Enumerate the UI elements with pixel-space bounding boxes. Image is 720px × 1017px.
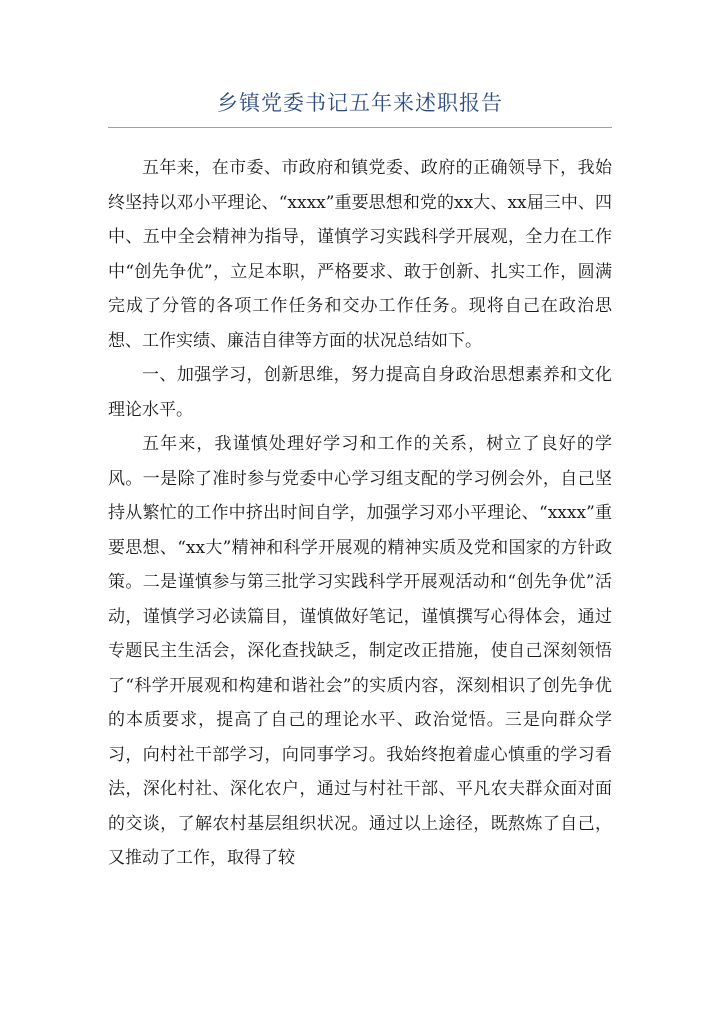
paragraph-study: 五年来，我谨慎处理好学习和工作的关系，树立了良好的学风。一是除了准时参与党委中心学习组支配的学习例会外，自己坚持从繁忙的工作中挤出时间自学，加强学习邓小平理论、“xxxx”重要思想、“xx大”精神和科学开展观的精神实质及党和国家的方针政策。二是谨慎参与第三批学习实践科学开展观活动和“创先争优”活动，谨慎学习必读篇目，谨慎做好笔记，谨慎撰写心得体会，通过专题民主生活会，深化查找缺乏，制定改正措施，使自己深刻领悟了“科学开展观和构建和谐社会”的实质内容，深刻相识了创先争优的本质要求，提高了自己的理论水平、政治觉悟。三是向群众学习，向村社干部学习，向同事学习。我始终抱着虚心慎重的学习看法，深化村社、深化农户，通过与村社干部、平凡农夫群众面对面的交谈，了解农村基层组织状况。通过以上途径，既熬炼了自己，又推动了工作，取得了较 <box>108 434 612 868</box>
document-title: 乡镇党委书记五年来述职报告 <box>217 91 503 115</box>
document-body <box>108 151 612 876</box>
section-heading-1: 一、加强学习，创新思维，努力提高自身政治思想素养和文化理论水平。 <box>108 365 612 420</box>
title-divider <box>108 127 612 128</box>
paragraph-intro: 五年来，在市委、市政府和镇党委、政府的正确领导下，我始终坚持以邓小平理论、“xxxx”重要思想和党的xx大、xx届三中、四中、五中全会精神为指导，谨慎学习实践科学开展观，全力在工作中“创先争优”，立足本职，严格要求、敢于创新、扎实工作，圆满完成了分管的各项工作任务和交办工作任务。现将自己在政治思想、工作实绩、廉洁自律等方面的状况总结如下。 <box>108 158 612 351</box>
